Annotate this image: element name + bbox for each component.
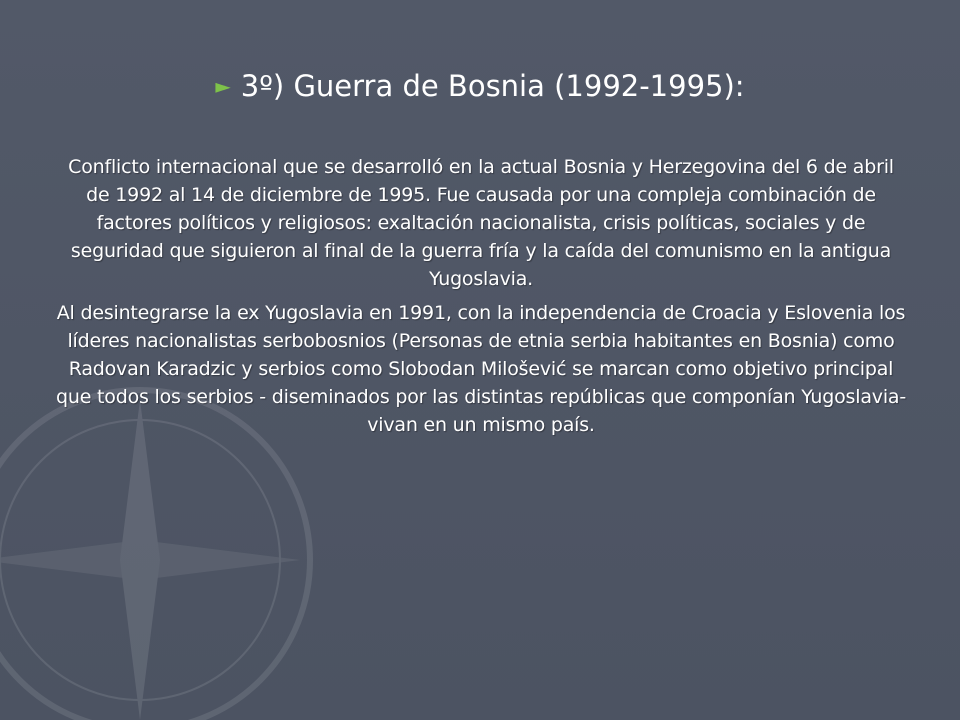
slide-body [56, 153, 906, 439]
paragraph-conflicto: Conflicto internacional que se desarrolló en la actual Bosnia y Herzegovina del 6 de abril de 1992 al 14 de diciembre de 1995. Fue causada por una compleja combinación de factores políticos y religiosos: exaltación nacionalista, crisis políticas, sociales y de seguridad que siguieron al final de la guerra fría y la caída del comunismo en la antigua Yugoslavia. [68, 156, 894, 290]
slide-title-text: 3º) Guerra de Bosnia (1992-1995): [240, 69, 745, 103]
triangle-right-bullet-icon: ► [215, 74, 231, 98]
slide-title [0, 64, 960, 108]
paragraph-desintegracion: Al desintegrarse la ex Yugoslavia en 1991, con la independencia de Croacia y Eslovenia los líderes nacionalistas serbobosnios (Personas de etnia serbia habitantes en Bosnia) como Radovan Karadzic y serbios como Slobodan Milošević se marcan como objetivo principal que todos los serbios - diseminados por las distintas repúblicas que componían Yugoslavia- vivan en un mismo país. [56, 302, 906, 436]
